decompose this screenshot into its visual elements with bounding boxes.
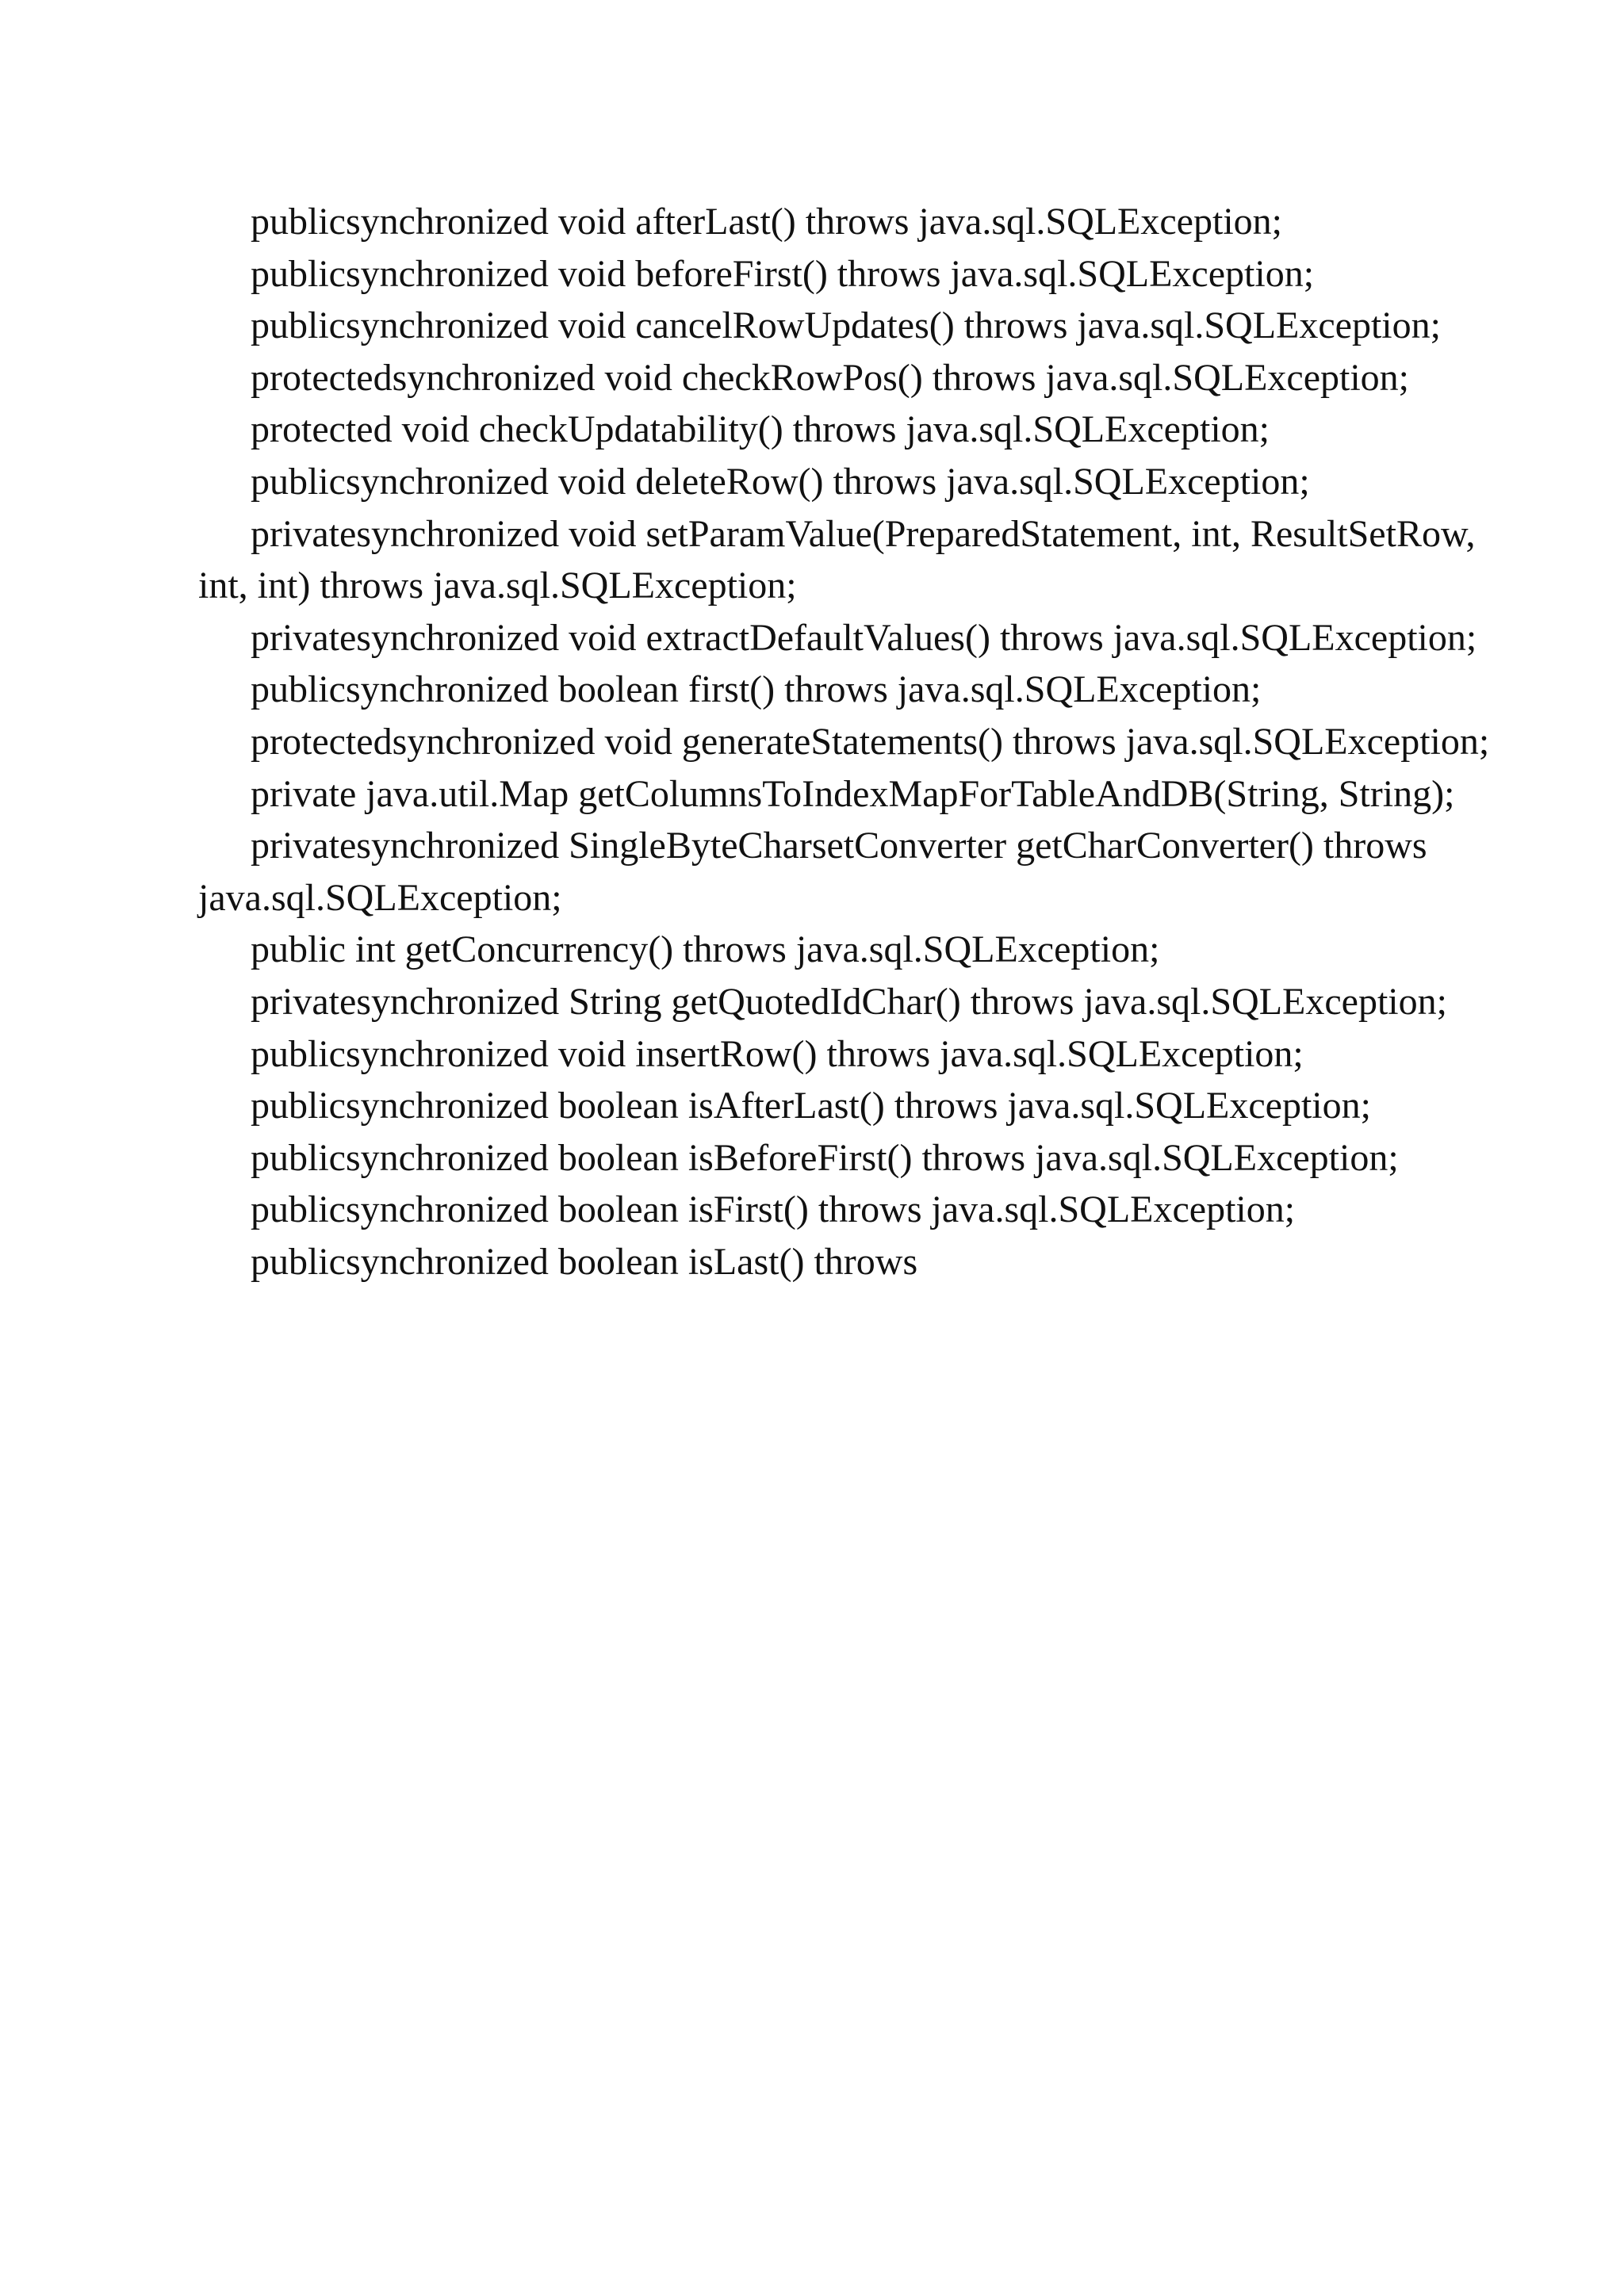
method-declaration-getcharconverter: privatesynchronized SingleByteCharsetConverter getCharConverter() throws java.sql.SQLException;: [198, 825, 1427, 919]
method-declaration-isafterlast: publicsynchronized boolean isAfterLast() throws java.sql.SQLException;: [251, 1085, 1371, 1127]
method-declaration-getconcurrency: public int getConcurrency() throws java.sql.SQLException;: [251, 928, 1160, 971]
method-declaration-islast: publicsynchronized boolean isLast() throws: [251, 1240, 918, 1283]
method-declaration-afterlast: publicsynchronized void afterLast() throws java.sql.SQLException;: [251, 201, 1282, 243]
method-declaration-deleterow: publicsynchronized void deleteRow() throws java.sql.SQLException;: [251, 460, 1310, 503]
method-declaration-first: publicsynchronized boolean first() throws java.sql.SQLException;: [251, 668, 1262, 711]
method-declaration-isbeforefirst: publicsynchronized boolean isBeforeFirst() throws java.sql.SQLException;: [251, 1136, 1399, 1179]
document-body: [198, 196, 1507, 1288]
method-declaration-getcolumnstoindexmap: private java.util.Map getColumnsToIndexMapForTableAndDB(String, String);: [251, 772, 1455, 815]
method-declaration-setparamvalue: privatesynchronized void setParamValue(PreparedStatement, int, ResultSetRow, int, int) throws java.sql.SQLException;: [198, 512, 1476, 607]
method-declaration-isfirst: publicsynchronized boolean isFirst() throws java.sql.SQLException;: [251, 1188, 1296, 1231]
method-declaration-getquotedidchar: privatesynchronized String getQuotedIdChar() throws java.sql.SQLException;: [251, 980, 1447, 1023]
method-declaration-insertrow: publicsynchronized void insertRow() throws java.sql.SQLException;: [251, 1032, 1304, 1075]
method-declaration-generatestatements: protectedsynchronized void generateStatements() throws java.sql.SQLException;: [251, 720, 1490, 763]
method-declaration-checkrowpos: protectedsynchronized void checkRowPos() throws java.sql.SQLException;: [251, 356, 1409, 399]
method-declaration-checkupdatability: protected void checkUpdatability() throws java.sql.SQLException;: [251, 408, 1270, 451]
method-declaration-beforefirst: publicsynchronized void beforeFirst() throws java.sql.SQLException;: [251, 252, 1315, 295]
method-declaration-extractdefaultvalues: privatesynchronized void extractDefaultValues() throws java.sql.SQLException;: [251, 616, 1477, 659]
method-declaration-cancelrowupdates: publicsynchronized void cancelRowUpdates() throws java.sql.SQLException;: [251, 304, 1441, 347]
